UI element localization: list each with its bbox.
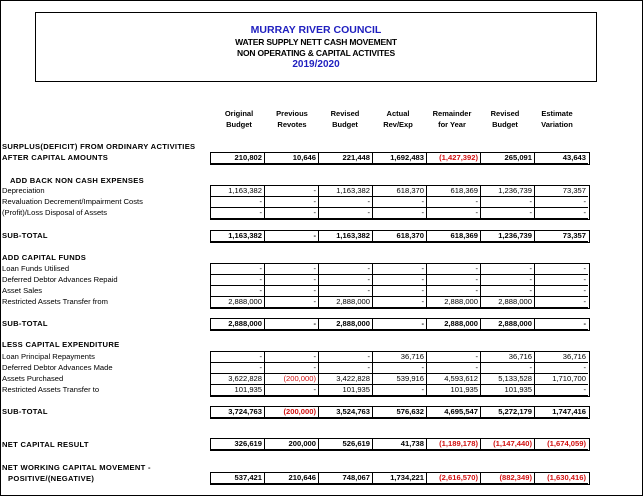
row-label-subtotal3: SUB-TOTAL: [2, 407, 48, 416]
column-divider: [426, 230, 427, 243]
column-header: [262, 108, 322, 130]
value-cell-defdebtormade: -: [367, 363, 370, 372]
column-header-line: Revised: [330, 109, 360, 118]
value-cell-netcap: (1,189,178): [439, 439, 478, 448]
column-divider: [264, 230, 265, 243]
surplus-label-line1: SURPLUS(DEFICIT) FROM ORDINARY ACTIVITIES: [2, 142, 196, 151]
value-cell-loanprincipal: 36,716: [400, 352, 424, 361]
value-cell-restrictedfrom: 2,888,000: [228, 297, 262, 306]
value-cell-loanfunds: -: [583, 264, 586, 273]
column-divider: [372, 152, 373, 165]
value-cell-loanprincipal: 36,716: [508, 352, 532, 361]
value-cell-defdebtormade: -: [583, 363, 586, 372]
column-divider: [426, 318, 427, 331]
value-cell-loanfunds: -: [313, 264, 316, 273]
report-year: 2019/2020: [292, 59, 340, 70]
value-cell-depreciation: 618,369: [450, 186, 478, 195]
network-label-line2: POSITIVE/(NEGATIVE): [8, 474, 95, 483]
value-cell-assetsales: -: [313, 286, 316, 295]
column-divider: [318, 472, 319, 485]
value-cell-surplus: 265,091: [504, 153, 532, 162]
value-cell-assetsales: -: [421, 286, 424, 295]
column-divider: [480, 351, 481, 397]
column-divider: [264, 152, 265, 165]
column-divider: [372, 351, 373, 397]
report-title-box: [35, 12, 597, 82]
value-cell-loanfunds: -: [367, 264, 370, 273]
column-header-line: Budget: [332, 120, 358, 129]
value-cell-assetspurchased: 4,593,612: [444, 374, 478, 383]
lesscapital-heading: LESS CAPITAL EXPENDITURE: [2, 340, 120, 349]
column-divider: [480, 318, 481, 331]
addback-heading: ADD BACK NON CASH EXPENSES: [10, 176, 144, 185]
value-cell-assetsales: -: [259, 286, 262, 295]
column-divider: [264, 472, 265, 485]
column-divider: [318, 185, 319, 220]
value-cell-profitloss: -: [529, 208, 532, 217]
value-cell-assetsales: -: [475, 286, 478, 295]
column-divider: [480, 185, 481, 220]
column-divider: [426, 406, 427, 419]
value-cell-defdebtorrepaid: -: [475, 275, 478, 284]
column-header: [527, 108, 587, 130]
row-label-defdebtorrepaid: Deferred Debtor Advances Repaid: [2, 275, 118, 284]
column-header-line: Revotes: [277, 120, 307, 129]
value-cell-subtotal2: 2,888,000: [228, 319, 262, 328]
row-label-defdebtormade: Deferred Debtor Advances Made: [2, 363, 113, 372]
value-cell-subtotal1: 73,357: [562, 231, 586, 240]
value-cell-netcap: (1,674,059): [547, 439, 586, 448]
value-cell-restrictedto: 101,935: [342, 385, 370, 394]
value-cell-defdebtormade: -: [259, 363, 262, 372]
value-cell-depreciation: 1,163,382: [228, 186, 262, 195]
value-cell-assetsales: -: [583, 286, 586, 295]
column-divider: [534, 438, 535, 451]
value-cell-surplus: 1,692,483: [390, 153, 424, 162]
value-cell-restrictedto: -: [583, 385, 586, 394]
column-header-line: Rev/Exp: [383, 120, 413, 129]
value-cell-defdebtorrepaid: -: [529, 275, 532, 284]
column-divider: [480, 152, 481, 165]
column-divider: [534, 351, 535, 397]
value-cell-restrictedfrom: 2,888,000: [336, 297, 370, 306]
column-divider: [264, 438, 265, 451]
table-group-box: [210, 152, 590, 165]
column-header-line: Estimate: [541, 109, 573, 118]
value-cell-assetsales: -: [367, 286, 370, 295]
column-divider: [534, 185, 535, 220]
value-cell-netcap: 326,619: [234, 439, 262, 448]
value-cell-subtotal2: 2,888,000: [498, 319, 532, 328]
row-label-subtotal2: SUB-TOTAL: [2, 319, 48, 328]
value-cell-revaluation: -: [259, 197, 262, 206]
column-header: [315, 108, 375, 130]
value-cell-assetspurchased: 539,916: [396, 374, 424, 383]
report-title-line2: NON OPERATING & CAPITAL ACTIVITES: [237, 48, 395, 58]
row-label-revaluation: Revaluation Decrement/Impairment Costs: [2, 197, 143, 206]
value-cell-defdebtorrepaid: -: [421, 275, 424, 284]
value-cell-subtotal3: 5,272,179: [498, 407, 532, 416]
column-divider: [318, 406, 319, 419]
row-label-depreciation: Depreciation: [2, 186, 45, 195]
column-divider: [264, 351, 265, 397]
value-cell-revaluation: -: [313, 197, 316, 206]
table-group-box: [210, 472, 590, 485]
value-cell-depreciation: 618,370: [396, 186, 424, 195]
value-cell-profitloss: -: [367, 208, 370, 217]
value-cell-netcap: (1,147,440): [493, 439, 532, 448]
column-divider: [264, 318, 265, 331]
table-group-box: [210, 406, 590, 419]
value-cell-network: (882,349): [499, 473, 532, 482]
table-group-box: [210, 438, 590, 451]
column-divider: [480, 438, 481, 451]
value-cell-assetspurchased: 3,422,828: [336, 374, 370, 383]
column-divider: [534, 318, 535, 331]
value-cell-revaluation: -: [583, 197, 586, 206]
column-divider: [480, 230, 481, 243]
column-divider: [534, 472, 535, 485]
value-cell-surplus: 221,448: [342, 153, 370, 162]
value-cell-assetspurchased: 3,622,828: [228, 374, 262, 383]
value-cell-revaluation: -: [421, 197, 424, 206]
value-cell-loanprincipal: 36,716: [562, 352, 586, 361]
value-cell-restrictedto: -: [421, 385, 424, 394]
column-divider: [372, 263, 373, 309]
value-cell-subtotal1: -: [313, 231, 316, 240]
value-cell-subtotal3: 3,524,763: [336, 407, 370, 416]
value-cell-subtotal2: -: [313, 319, 316, 328]
column-divider: [426, 152, 427, 165]
value-cell-defdebtormade: -: [313, 363, 316, 372]
value-cell-defdebtormade: -: [529, 363, 532, 372]
value-cell-profitloss: -: [421, 208, 424, 217]
report-title-line1: WATER SUPPLY NETT CASH MOVEMENT: [235, 37, 397, 47]
value-cell-defdebtorrepaid: -: [259, 275, 262, 284]
value-cell-subtotal3: 4,695,547: [444, 407, 478, 416]
row-label-assetsales: Asset Sales: [2, 286, 43, 295]
value-cell-subtotal1: 618,369: [450, 231, 478, 240]
column-header: [368, 108, 428, 130]
value-cell-loanprincipal: -: [475, 352, 478, 361]
value-cell-subtotal2: -: [583, 319, 586, 328]
value-cell-defdebtorrepaid: -: [583, 275, 586, 284]
column-divider: [480, 472, 481, 485]
value-cell-network: 537,421: [234, 473, 262, 482]
column-divider: [426, 472, 427, 485]
value-cell-restrictedto: 101,935: [450, 385, 478, 394]
value-cell-profitloss: -: [313, 208, 316, 217]
value-cell-assetspurchased: 5,133,528: [498, 374, 532, 383]
value-cell-subtotal1: 1,163,382: [336, 231, 370, 240]
value-cell-depreciation: 73,357: [562, 186, 586, 195]
column-header-line: Revised: [490, 109, 520, 118]
column-divider: [318, 351, 319, 397]
value-cell-subtotal3: 3,724,763: [228, 407, 262, 416]
column-header-line: Remainder: [432, 109, 472, 118]
value-cell-profitloss: -: [475, 208, 478, 217]
value-cell-assetspurchased: 1,710,700: [552, 374, 586, 383]
value-cell-subtotal3: 576,632: [396, 407, 424, 416]
row-label-restrictedfrom: Restricted Assets Transfer from: [2, 297, 108, 306]
value-cell-depreciation: 1,236,739: [498, 186, 532, 195]
value-cell-network: 1,734,221: [390, 473, 424, 482]
value-cell-revaluation: -: [529, 197, 532, 206]
table-group-box: [210, 185, 590, 220]
value-cell-restrictedto: 101,935: [504, 385, 532, 394]
column-header-line: Budget: [492, 120, 518, 129]
column-header: [209, 108, 269, 130]
value-cell-assetsales: -: [529, 286, 532, 295]
column-divider: [372, 438, 373, 451]
table-group-box: [210, 230, 590, 243]
column-divider: [264, 406, 265, 419]
value-cell-restrictedfrom: 2,888,000: [498, 297, 532, 306]
row-label-subtotal1: SUB-TOTAL: [2, 231, 48, 240]
value-cell-netcap: 200,000: [288, 439, 316, 448]
value-cell-restrictedto: -: [313, 385, 316, 394]
value-cell-subtotal1: 1,236,739: [498, 231, 532, 240]
value-cell-network: (2,616,570): [439, 473, 478, 482]
value-cell-subtotal2: -: [421, 319, 424, 328]
value-cell-loanprincipal: -: [313, 352, 316, 361]
column-divider: [372, 318, 373, 331]
column-header-line: for Year: [438, 120, 466, 129]
value-cell-loanfunds: -: [421, 264, 424, 273]
column-divider: [318, 318, 319, 331]
value-cell-subtotal3: (200,000): [283, 407, 316, 416]
column-divider: [534, 263, 535, 309]
column-header: [422, 108, 482, 130]
value-cell-restrictedfrom: -: [421, 297, 424, 306]
value-cell-surplus: (1,427,392): [439, 153, 478, 162]
column-header-line: Previous: [276, 109, 308, 118]
value-cell-subtotal3: 1,747,416: [552, 407, 586, 416]
value-cell-defdebtormade: -: [421, 363, 424, 372]
column-divider: [426, 185, 427, 220]
value-cell-loanfunds: -: [259, 264, 262, 273]
row-label-assetspurchased: Assets Purchased: [2, 374, 64, 383]
column-divider: [264, 263, 265, 309]
column-divider: [426, 438, 427, 451]
column-divider: [426, 351, 427, 397]
value-cell-revaluation: -: [367, 197, 370, 206]
value-cell-surplus: 43,643: [562, 153, 586, 162]
column-divider: [480, 406, 481, 419]
table-group-box: [210, 263, 590, 309]
value-cell-defdebtorrepaid: -: [313, 275, 316, 284]
column-divider: [264, 185, 265, 220]
column-divider: [318, 263, 319, 309]
column-divider: [318, 152, 319, 165]
value-cell-loanprincipal: -: [367, 352, 370, 361]
value-cell-revaluation: -: [475, 197, 478, 206]
value-cell-subtotal2: 2,888,000: [444, 319, 478, 328]
column-divider: [534, 230, 535, 243]
value-cell-restrictedfrom: -: [583, 297, 586, 306]
council-name: MURRAY RIVER COUNCIL: [250, 24, 382, 36]
value-cell-surplus: 210,802: [234, 153, 262, 162]
table-group-box: [210, 318, 590, 331]
value-cell-depreciation: 1,163,382: [336, 186, 370, 195]
value-cell-subtotal1: 1,163,382: [228, 231, 262, 240]
column-header-line: Actual: [386, 109, 410, 118]
addcapital-heading: ADD CAPITAL FUNDS: [2, 253, 87, 262]
surplus-label-line2: AFTER CAPITAL AMOUNTS: [2, 153, 109, 162]
value-cell-profitloss: -: [583, 208, 586, 217]
value-cell-depreciation: -: [313, 186, 316, 195]
table-group-box: [210, 351, 590, 397]
row-label-loanfunds: Loan Funds Utilised: [2, 264, 70, 273]
column-header-line: Original: [224, 109, 254, 118]
column-divider: [480, 263, 481, 309]
value-cell-restrictedto: 101,935: [234, 385, 262, 394]
value-cell-netcap: 526,619: [342, 439, 370, 448]
value-cell-assetspurchased: (200,000): [283, 374, 316, 383]
column-divider: [534, 406, 535, 419]
row-label-restrictedto: Restricted Assets Transfer to: [2, 385, 100, 394]
network-label-line1: NET WORKING CAPITAL MOVEMENT -: [2, 463, 151, 472]
value-cell-subtotal1: 618,370: [396, 231, 424, 240]
column-header: [475, 108, 535, 130]
column-header-line: Variation: [541, 120, 573, 129]
value-cell-network: (1,630,416): [547, 473, 586, 482]
value-cell-surplus: 10,646: [292, 153, 316, 162]
value-cell-network: 748,067: [342, 473, 370, 482]
value-cell-subtotal2: 2,888,000: [336, 319, 370, 328]
value-cell-loanprincipal: -: [259, 352, 262, 361]
column-divider: [372, 472, 373, 485]
column-divider: [534, 152, 535, 165]
column-divider: [318, 230, 319, 243]
netcap-label: NET CAPITAL RESULT: [2, 440, 89, 449]
value-cell-network: 210,646: [288, 473, 316, 482]
value-cell-restrictedfrom: -: [313, 297, 316, 306]
row-label-loanprincipal: Loan Principal Repayments: [2, 352, 95, 361]
column-divider: [372, 185, 373, 220]
value-cell-restrictedfrom: 2,888,000: [444, 297, 478, 306]
value-cell-defdebtorrepaid: -: [367, 275, 370, 284]
column-divider: [426, 263, 427, 309]
value-cell-loanfunds: -: [475, 264, 478, 273]
value-cell-defdebtormade: -: [475, 363, 478, 372]
value-cell-profitloss: -: [259, 208, 262, 217]
value-cell-loanfunds: -: [529, 264, 532, 273]
column-divider: [318, 438, 319, 451]
column-divider: [372, 406, 373, 419]
column-header-line: Budget: [226, 120, 252, 129]
column-divider: [372, 230, 373, 243]
value-cell-netcap: 41,738: [400, 439, 424, 448]
row-label-profitloss: (Profit)/Loss Disposal of Assets: [2, 208, 108, 217]
